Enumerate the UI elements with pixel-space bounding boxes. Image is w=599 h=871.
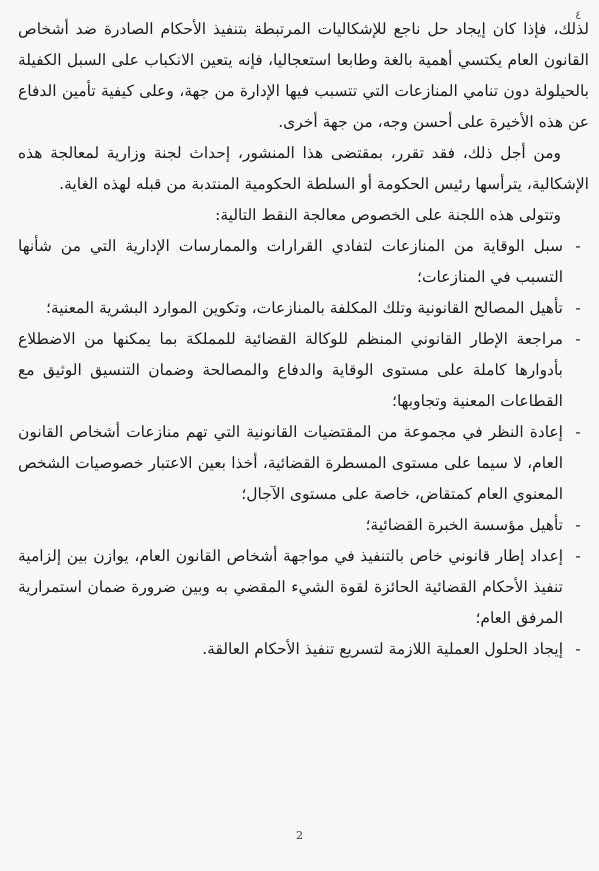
- list-item-text: إعداد إطار قانوني خاص بالتنفيذ في مواجهة أشخاص القانون العام، يوازن بين إلزامية تنفيذ الأحكام القضائية الحائزة لقوة الشيء المقضي به وبين ضرورة ضمان استمرارية المرفق العام؛: [18, 547, 563, 627]
- list-item-text: إيجاد الحلول العملية اللازمة لتسريع تنفيذ الأحكام العالقة.: [202, 640, 563, 658]
- list-item: [18, 417, 589, 510]
- list-item: [18, 510, 589, 541]
- tasks-list: [18, 231, 589, 665]
- bullet-dash: -: [575, 547, 581, 565]
- list-item: [18, 541, 589, 634]
- list-item-text: سبل الوقاية من المنازعات لتفادي القرارات والممارسات الإدارية التي من شأنها التسبب في المنازعات؛: [18, 237, 563, 286]
- list-item-text: تأهيل مؤسسة الخبرة القضائية؛: [365, 516, 563, 534]
- list-item: [18, 634, 589, 665]
- list-item: [18, 231, 589, 293]
- bullet-dash: -: [575, 423, 581, 441]
- bullet-dash: -: [575, 330, 581, 348]
- list-item-text: مراجعة الإطار القانوني المنظم للوكالة القضائية للمملكة بما يمكنها من الاضطلاع بأدوارها كاملة على مستوى الوقاية والدفاع والمصالحة وضمان التنسيق الوثيق مع القطاعات المعنية وتجاوبها؛: [18, 330, 563, 410]
- bullet-dash: -: [575, 516, 581, 534]
- paragraph-tasks-intro: وتتولى هذه اللجنة على الخصوص معالجة النقط التالية:: [215, 206, 561, 224]
- bullet-dash: -: [575, 640, 581, 658]
- list-item-text: إعادة النظر في مجموعة من المقتضيات القانونية التي تهم منازعات أشخاص القانون العام، لا سيما على مستوى المسطرة القضائية، أخذا بعين الاعتبار خصوصيات الشخص المعنوي العام كمتقاض، خاصة على مستوى الآجال؛: [18, 423, 563, 503]
- document-body: [18, 14, 589, 665]
- corner-mark: ٤: [575, 8, 582, 22]
- list-item: [18, 293, 589, 324]
- bullet-dash: -: [575, 299, 581, 317]
- paragraph-committee: ومن أجل ذلك، فقد تقرر، بمقتضى هذا المنشور، إحداث لجنة وزارية لمعالجة هذه الإشكالية، يترأسها رئيس الحكومة أو السلطة الحكومية المنتدبة من قبله لهذه الغاية.: [18, 144, 589, 193]
- list-item: [18, 324, 589, 417]
- bullet-dash: -: [575, 237, 581, 255]
- list-item-text: تأهيل المصالح القانونية وتلك المكلفة بالمنازعات، وتكوين الموارد البشرية المعنية؛: [45, 299, 563, 317]
- page-number: 2: [296, 829, 303, 842]
- paragraph-intro: لذلك، فإذا كان إيجاد حل ناجع للإشكاليات المرتبطة بتنفيذ الأحكام الصادرة ضد أشخاص القانون العام يكتسي أهمية بالغة وطابعا استعجاليا، فإنه يتعين الانكباب على السبل الكفيلة بالحيلولة دون تنامي المنازعات التي تتسبب فيها الإدارة من جهة، وعلى كيفية تأمين الدفاع عن هذه الأخيرة على أحسن وجه، من جهة أخرى.: [18, 20, 589, 131]
